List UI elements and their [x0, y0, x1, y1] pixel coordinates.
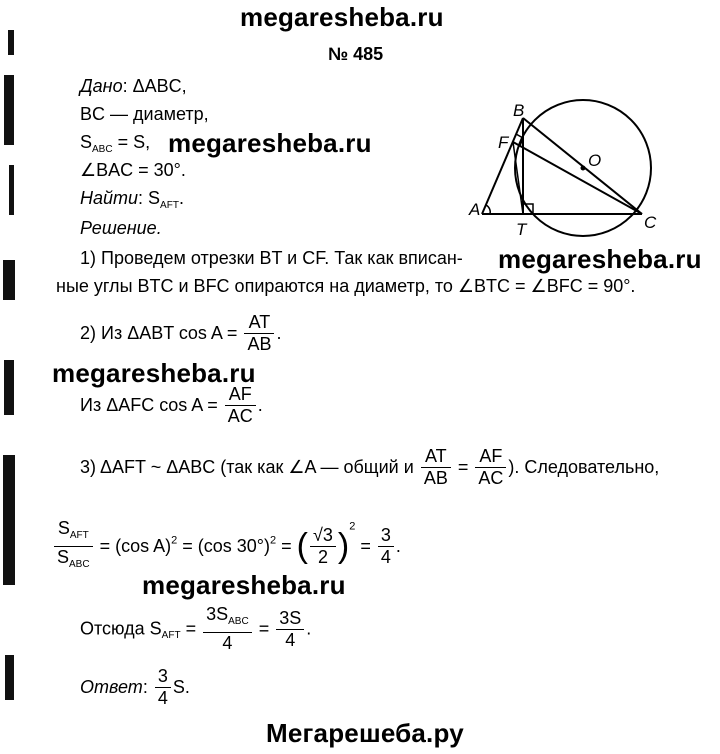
step-2b-prefix: Из ΔAFC cos A = — [80, 395, 218, 415]
step-2-end: . — [276, 323, 282, 343]
fraction-numerator: 3S — [276, 608, 304, 630]
angle-a-arc — [486, 205, 490, 214]
watermark: megaresheba.ru — [142, 570, 346, 600]
right-paren: ) — [337, 527, 350, 565]
fraction-af-ac — [475, 446, 506, 489]
exponent: 2 — [171, 534, 178, 547]
given-value: : ΔABC, — [122, 76, 187, 96]
hence-subscript: AFT — [161, 629, 181, 641]
area-ratio-fraction — [54, 518, 93, 575]
fraction-denominator: 4 — [222, 633, 233, 653]
watermark: megaresheba.ru — [52, 358, 256, 388]
scan-artifact — [3, 455, 15, 585]
label-b: B — [513, 101, 525, 120]
scan-artifact — [4, 360, 14, 415]
equals-sign: = — [258, 618, 270, 639]
fraction-af-ac — [225, 384, 256, 427]
step-2b-end: . — [257, 395, 263, 415]
given-line-2: BC — диаметр, — [80, 104, 209, 124]
answer-colon: : — [142, 677, 148, 697]
step-3-suffix: ). Следовательно, — [508, 457, 660, 477]
hence-prefix: Отсюда S — [80, 618, 162, 639]
center-point — [581, 166, 586, 171]
scan-artifact — [9, 165, 14, 215]
step-2-prefix: 2) Из ΔABT cos A = — [80, 323, 238, 343]
fraction-numerator: $3S_{ABC}$ — [203, 604, 252, 633]
hence-end: . — [306, 618, 312, 639]
hence-fraction-2 — [276, 608, 304, 651]
step-2-line-2 — [80, 384, 263, 427]
equals-sign: = — [457, 457, 469, 477]
fraction-numerator: AT — [244, 312, 274, 334]
scan-artifact — [5, 655, 14, 700]
label-o: O — [588, 151, 602, 170]
fraction-numerator: $S_{AFT}$ — [54, 518, 93, 547]
step-1-line-2: ные углы BTC и BFC опираются на диаметр, то ∠BTC = ∠BFC = 90°. — [56, 276, 636, 296]
hence-line — [80, 604, 311, 654]
area-symbol: S — [80, 132, 93, 152]
area-value: = S, — [112, 132, 151, 152]
find-value: : S — [138, 188, 161, 208]
watermark: megaresheba.ru — [498, 244, 702, 274]
answer-label: Ответ — [80, 677, 143, 697]
find-subscript: AFT — [160, 200, 179, 211]
scan-artifact — [4, 75, 14, 145]
find-end: . — [178, 188, 184, 208]
answer-fraction — [155, 666, 171, 709]
equals-sign: = — [360, 536, 371, 556]
label-a: A — [469, 200, 481, 219]
answer-line — [80, 666, 190, 709]
solution-label: Решение. — [80, 218, 162, 238]
step-2-line-1 — [80, 312, 282, 355]
cos-a-squared: = (cos A) — [99, 536, 172, 556]
fraction-numerator: √3 — [310, 525, 336, 547]
fraction-denominator: AC — [227, 406, 253, 426]
equals-sign: = — [281, 536, 292, 556]
fraction-denominator: 4 — [285, 629, 296, 650]
label-f: F — [498, 133, 509, 152]
fraction-denominator: $S_{ABC}$ — [57, 547, 90, 570]
step-3-prefix: 3) ΔAFT ~ ΔABC (так как ∠A — общий и — [80, 457, 414, 477]
fraction-denominator: AC — [478, 468, 504, 488]
step-1-line-1: 1) Проведем отрезки BT и CF. Так как вписан- — [80, 248, 463, 268]
given-line-3 — [80, 132, 150, 155]
find-label: Найти — [80, 188, 139, 208]
problem-number: № 485 — [328, 44, 384, 64]
segment-cf — [513, 142, 642, 214]
fraction-numerator: 3 — [155, 666, 171, 688]
fraction-denominator: 4 — [157, 688, 168, 708]
exponent: 2 — [270, 534, 277, 547]
result-fraction — [378, 525, 394, 568]
watermark: megaresheba.ru — [168, 128, 372, 158]
area-subscript: ABC — [92, 144, 113, 155]
given-line-1 — [80, 76, 187, 97]
left-paren: ( — [296, 527, 308, 565]
given-label: Дано — [80, 76, 123, 96]
segment-ft — [513, 142, 523, 214]
fraction-denominator: 2 — [317, 547, 328, 567]
answer-tail: S. — [172, 677, 190, 697]
ratio-formula — [52, 518, 401, 575]
geometry-figure — [466, 98, 666, 240]
exponent: 2 — [349, 520, 356, 533]
find-line — [80, 188, 184, 211]
label-c: C — [644, 213, 657, 232]
scan-artifact — [8, 30, 14, 55]
fraction-denominator: AB — [247, 334, 272, 354]
fraction-at-ab — [244, 312, 274, 355]
fraction-numerator: AF — [475, 446, 506, 468]
sqrt3-over-2 — [310, 525, 336, 568]
equals-sign: = — [180, 618, 197, 639]
step-3-line — [80, 446, 659, 489]
watermark-bottom: Мегарешеба.ру — [266, 718, 464, 748]
fraction-numerator: AT — [421, 446, 451, 468]
fraction-denominator: 4 — [380, 547, 391, 567]
watermark-top: megaresheba.ru — [240, 2, 444, 32]
ratio-end: . — [395, 536, 401, 556]
fraction-at-ab — [421, 446, 451, 489]
scan-artifact — [3, 260, 15, 300]
fraction-numerator: AF — [225, 384, 256, 406]
hence-fraction-1 — [203, 604, 252, 654]
label-t: T — [516, 220, 527, 239]
cos-30-squared: = (cos 30°) — [182, 536, 270, 556]
fraction-denominator: AB — [423, 468, 448, 488]
given-line-4: ∠BAC = 30°. — [80, 160, 186, 180]
fraction-numerator: 3 — [378, 525, 394, 547]
